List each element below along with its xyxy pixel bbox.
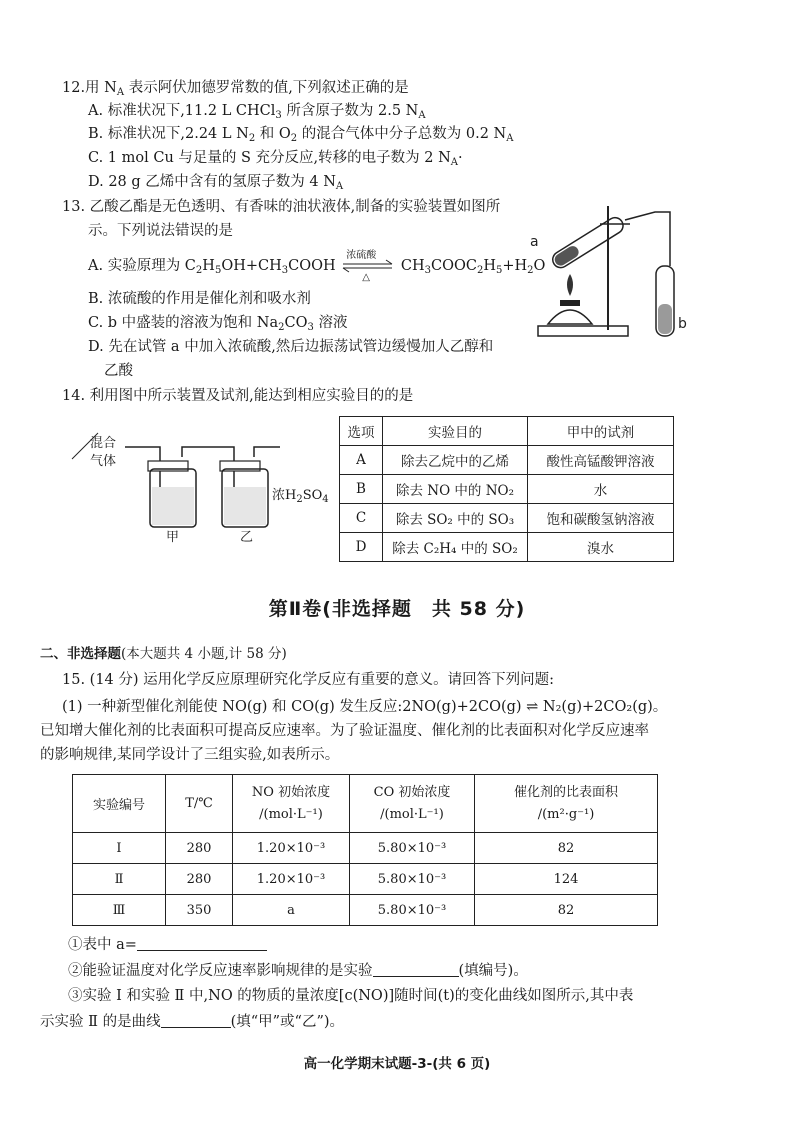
table-row — [340, 533, 674, 562]
esterification-apparatus — [530, 196, 710, 346]
area-cell: 124 — [475, 864, 658, 895]
q13-option-b: B. 浓硫酸的作用是催化剂和吸水剂 — [88, 291, 311, 307]
q14-stem: 14. 利用图中所示装置及试剂,能达到相应实验目的的是 — [62, 388, 414, 404]
option-cell: C — [340, 504, 383, 533]
option-cell: A — [340, 446, 383, 475]
q12-option-a: A. 标准状况下,11.2 L CHCl$_3$ 所含原子数为 2.5 $N_A$ — [88, 103, 426, 121]
table-row — [73, 895, 658, 926]
mixed-gas-label-2: 气体 — [90, 454, 117, 469]
q14-options-table — [339, 416, 674, 562]
q13-option-d-line2: 乙酸 — [104, 363, 133, 379]
condition-catalyst: 浓硫酸 — [346, 250, 377, 261]
temp-cell: 280 — [166, 864, 233, 895]
q12-option-c: C. 1 mol Cu 与足量的 S 充分反应,转移的电子数为 2 $N_A\cdot$ — [88, 150, 463, 168]
section-2-heading: 二、非选择题(本大题共 4 小题,计 58 分) — [40, 646, 287, 662]
area-cell: 82 — [475, 833, 658, 864]
table-header-row — [73, 775, 658, 833]
co-conc-cell: 5.80×10⁻³ — [350, 833, 475, 864]
q13-stem-line1: 13. 乙酸乙酯是无色透明、有香味的油状液体,制备的实验装置如图所 — [62, 199, 501, 215]
table-header-row — [340, 417, 674, 446]
label-tube-a: a — [530, 234, 539, 250]
answer-blank-exp[interactable] — [373, 960, 459, 977]
temp-cell: 350 — [166, 895, 233, 926]
exp-id-cell: Ⅱ — [73, 864, 166, 895]
header-no-conc — [233, 775, 350, 833]
header-co-conc-label: CO 初始浓度 — [373, 784, 451, 800]
q15-stem: 15. (14 分) 运用化学反应原理研究化学反应有重要的意义。请回答下列问题: — [62, 672, 555, 688]
option-cell: D — [340, 533, 383, 562]
label-tube-b: b — [678, 316, 687, 332]
table-row — [340, 446, 674, 475]
page-footer: 高一化学期末试题-3-(共 6 页) — [303, 1056, 491, 1072]
header-co-conc-unit: /(mol·L⁻¹) — [380, 806, 444, 822]
header-no-conc-label: NO 初始浓度 — [251, 784, 331, 800]
header-surface-area-label: 催化剂的比表面积 — [513, 784, 618, 800]
q13-option-d-line1: D. 先在试管 a 中加入浓硫酸,然后边振荡试管边缓慢加人乙醇和 — [88, 339, 494, 355]
q15-part1-line1: (1) 一种新型催化剂能使 NO(g) 和 CO(g) 发生反应:2NO(g)+2CO(g) ⇌ N₂(g)+2CO₂(g)。 — [62, 699, 668, 715]
exp-id-cell: Ⅰ — [73, 833, 166, 864]
q13-stem-line2: 示。下列说法错误的是 — [88, 223, 233, 239]
reagent-cell: 酸性高锰酸钾溶液 — [528, 446, 674, 475]
reagent-cell: 饱和碳酸氢钠溶液 — [528, 504, 674, 533]
header-exp-id: 实验编号 — [73, 775, 166, 833]
table-row — [340, 475, 674, 504]
table-row — [73, 833, 658, 864]
goal-cell: 除去 SO₂ 中的 SO₃ — [383, 504, 528, 533]
q15-sub3-line2: 示实验 Ⅱ 的是曲线 (填“甲”或“乙”)。 — [40, 1011, 344, 1032]
mixed-gas-label-1: 混合 — [90, 436, 117, 451]
co-conc-cell: 5.80×10⁻³ — [350, 895, 475, 926]
header-temp: T/℃ — [166, 775, 233, 833]
temp-cell: 280 — [166, 833, 233, 864]
q12-option-b: B. 标准状况下,2.24 L $N_2$ 和 $O_2$ 的混合气体中分子总数为 0.2 $N_A$ — [88, 126, 514, 144]
acid-label: 浓$H_2SO_4$ — [272, 488, 329, 505]
bottle-1-label: 甲 — [166, 530, 180, 545]
table-row — [73, 864, 658, 895]
bottle-2-label: 乙 — [240, 530, 254, 545]
q15-sub3-line1: ③实验 Ⅰ 和实验 Ⅱ 中,NO 的物质的量浓度[c(NO)]随时间(t)的变化曲线如图所示,其中表 — [68, 988, 634, 1004]
goal-cell: 除去乙烷中的乙烯 — [383, 446, 528, 475]
no-conc-cell: a — [233, 895, 350, 926]
q15-sub1: ①表中 a= — [68, 934, 267, 955]
q13-option-a: A. 实验原理为 $C_2H_5OH+CH_3COOH$ 浓硫酸 △ $CH_3COOC_2H_5+H_2O$ — [88, 256, 545, 276]
q13-option-c: C. b 中盛装的溶液为饱和 $Na_2CO_3$ 溶液 — [88, 315, 348, 333]
no-conc-cell: 1.20×10⁻³ — [233, 833, 350, 864]
co-conc-cell: 5.80×10⁻³ — [350, 864, 475, 895]
q15-sub2: ②能验证温度对化学反应速率影响规律的是实验 (填编号)。 — [68, 960, 528, 981]
exp-id-cell: Ⅲ — [73, 895, 166, 926]
table-row — [340, 504, 674, 533]
area-cell: 82 — [475, 895, 658, 926]
goal-cell: 除去 C₂H₄ 中的 SO₂ — [383, 533, 528, 562]
header-co-conc — [350, 775, 475, 833]
section-2-title: 第Ⅱ卷(非选择题 共 58 分) — [268, 598, 526, 620]
header-surface-area — [475, 775, 658, 833]
answer-blank-a[interactable] — [137, 934, 267, 951]
reversible-arrow-icon — [340, 250, 396, 283]
reagent-cell: 水 — [528, 475, 674, 504]
header-reagent: 甲中的试剂 — [528, 417, 674, 446]
header-goal: 实验目的 — [383, 417, 528, 446]
q15-part1-line2: 已知增大催化剂的比表面积可提高反应速率。为了验证温度、催化剂的比表面积对化学反应速率 — [40, 723, 649, 739]
answer-blank-curve[interactable] — [161, 1011, 231, 1028]
q15-part1-line3: 的影响规律,某同学设计了三组实验,如表所示。 — [40, 747, 340, 763]
no-conc-cell: 1.20×10⁻³ — [233, 864, 350, 895]
option-cell: B — [340, 475, 383, 504]
q12-option-d: D. 28 g 乙烯中含有的氢原子数为 4 $N_A$ — [88, 174, 344, 192]
condition-heat: △ — [362, 272, 370, 283]
header-option: 选项 — [340, 417, 383, 446]
header-no-conc-unit: /(mol·L⁻¹) — [259, 806, 323, 822]
header-surface-area-unit: /(m²·g⁻¹) — [537, 806, 595, 822]
reagent-cell: 溴水 — [528, 533, 674, 562]
q15-experiment-table — [72, 774, 658, 926]
goal-cell: 除去 NO 中的 NO₂ — [383, 475, 528, 504]
q12-stem: 12.用 $N_A$ 表示阿伏加德罗常数的值,下列叙述正确的是 — [62, 80, 409, 98]
